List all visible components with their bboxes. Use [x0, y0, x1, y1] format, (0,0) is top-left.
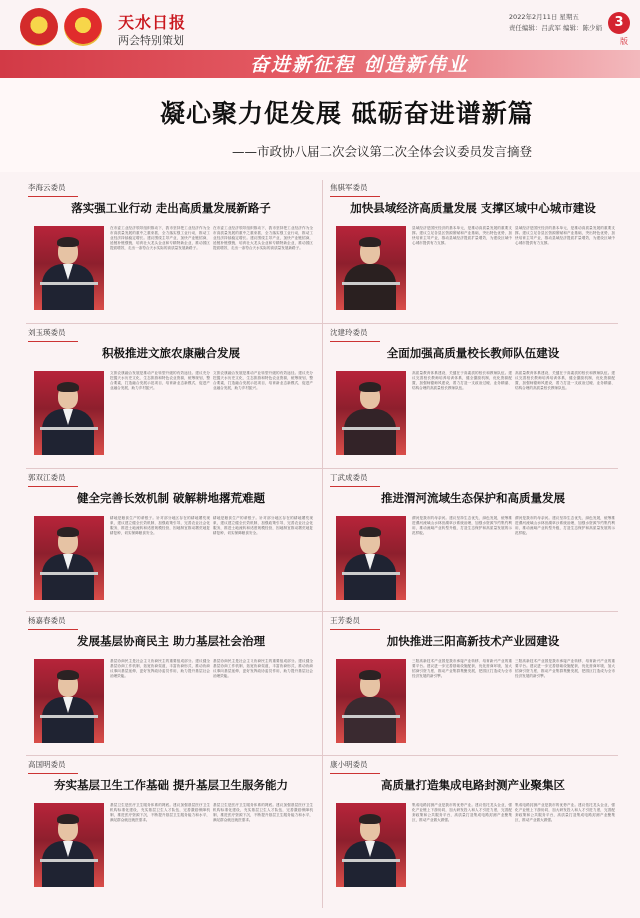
member-photo	[34, 516, 104, 600]
member-photo	[34, 803, 104, 887]
speech-headline: 健全完善长效机制 破解耕地撂荒难题	[76, 491, 265, 505]
member-name: 王芳委员	[330, 615, 380, 630]
speech-headline: 加快县域经济高质量发展 支撑区域中心城市建设	[350, 201, 596, 215]
member-name: 沈建玲委员	[330, 327, 380, 342]
cppcc-emblem-icon	[64, 8, 102, 46]
speech-headline: 积极推进文旅农康融合发展	[102, 346, 240, 360]
speech-card	[26, 325, 316, 465]
speech-headline: 发展基层协商民主 助力基层社会治理	[76, 634, 265, 648]
speech-card	[328, 325, 618, 465]
newspaper-brand: 天水日报	[118, 13, 187, 32]
speech-headline: 加快推进三阳高新技术产业园建设	[386, 634, 560, 648]
member-name: 杨嘉春委员	[28, 615, 78, 630]
speech-body: 县域经济是国民经济的基本单元，是推动高质量发展的重要支撑。建议立足各县区资源禀赋和产业基础，突出特色优势，加快培育主导产业，推动县域经济提质扩量增效，为建设区域中心城市提供有力支撑。 县域经济是国民经济的基本单元，是推动高质量发展的重要支撑。建议立足各县区资源禀赋和产业基础，突出特色优势，加快培育主导产业，推动县域经济提质扩量增效，为建设区域中心城市提供有力支撑。	[412, 226, 615, 246]
speech-body: 高质量教育体系建设，关键在于高素质的校长和教师队伍。建议完善校长教师培养培训体系，健全激励机制，优化资源配置，加强师德师风建设，着力打造一支政治过硬、业务精湛、结构合理的高质量校长教师队伍。 高质量教育体系建设，关键在于高素质的校长和教师队伍。建议完善校长教师培养培训体系，健全激励机制，优化资源配置，加强师德师风建设，着力打造一支政治过硬、业务精湛、结构合理的高质量校长教师队伍。	[412, 371, 615, 391]
slogan: 奋进新征程 创造新伟业	[250, 54, 469, 76]
speech-card	[328, 180, 618, 320]
member-name: 焦骐军委员	[330, 182, 380, 197]
speech-headline: 推进渭河流域生态保护和高质量发展	[381, 491, 565, 505]
page-title: 凝心聚力促发展 砥砺奋进谱新篇	[160, 99, 534, 128]
issue-meta	[509, 12, 602, 34]
speech-grid	[26, 180, 618, 908]
column-divider	[322, 180, 323, 908]
date-line: 2022年2月11日 星期五	[508, 13, 579, 21]
speech-body: 基层卫生是医疗卫生服务体系的网底。建议加强基层医疗卫生机构标准化建设，充实基层卫生人才队伍，完善激励保障机制，推进医疗资源下沉，不断提升基层卫生服务能力和水平，满足群众就近就医需求。 基层卫生是医疗卫生服务体系的网底。建议加强基层医疗卫生机构标准化建设，充实基层卫生人才队伍，完善激励保障机制，推进医疗资源下沉，不断提升基层卫生服务能力和水平，满足群众就近就医需求。	[110, 803, 313, 823]
speech-headline: 高质量打造集成电路封测产业聚集区	[381, 778, 565, 792]
row-divider	[26, 323, 618, 324]
speech-headline: 全面加强高质量校长教师队伍建设	[386, 346, 560, 360]
speech-headline: 夯实基层卫生工作基础 提升基层卫生服务能力	[53, 778, 288, 792]
speech-body: 在市委工业经济领导组织推动下，我市坚持把工业经济作为全市高质量发展的重中之重来抓，全力落实强工业行动，推动工业经济持续稳定增长。建议围绕主导产业，加快产业链招商，延链补链强链，培育壮大龙头企业和专精特新企业，推动园区提质增效，走出一条符合天水实际的高质量发展新路子。 在市委工业经济领导组织推动下，我市坚持把工业经济作为全市高质量发展的重中之重来抓，全力落实强工业行动，推动工业经济持续稳定增长。建议围绕主导产业，加快产业链招商，延链补链强链，培育壮大龙头企业和专精特新企业，推动园区提质增效，走出一条符合天水实际的高质量发展新路子。	[110, 226, 313, 251]
member-photo	[336, 659, 406, 743]
member-photo	[336, 226, 406, 310]
special-edition-label: 两会特别策划	[118, 34, 184, 47]
speech-headline: 落实强工业行动 走出高质量发展新路子	[71, 201, 271, 215]
row-divider	[26, 611, 618, 612]
member-photo	[34, 659, 104, 743]
speech-body: 文旅农康融合发展是推动产业转型升级的有效途径。建议充分挖掘天水历史文化、生态旅游和特色农业资源，统筹规划，整合要素，打造融合发展示范项目，培育新业态新模式，促进产业融合发展，助力乡村振兴。 文旅农康融合发展是推动产业转型升级的有效途径。建议充分挖掘天水历史文化、生态旅游和特色农业资源，统筹规划，整合要素，打造融合发展示范项目，培育新业态新模式，促进产业融合发展，助力乡村振兴。	[110, 371, 313, 391]
member-photo	[34, 371, 104, 455]
speech-body: 耕地是粮食生产的命根子。针对部分地区存在的耕地撂荒现象，建议建立健全长效机制，加强政策引导，完善农业社会化服务，推进土地流转和适度规模经营，因地制宜推动撂荒地复耕复种，切实保障粮食安全。 耕地是粮食生产的命根子。针对部分地区存在的耕地撂荒现象，建议建立健全长效机制，加强政策引导，完善农业社会化服务，推进土地流转和适度规模经营，因地制宜推动撂荒地复耕复种，切实保障粮食安全。	[110, 516, 313, 536]
speech-card	[328, 757, 618, 897]
speech-card	[328, 470, 618, 610]
member-name: 李海云委员	[28, 182, 78, 197]
member-name: 刘玉瑛委员	[28, 327, 78, 342]
row-divider	[26, 468, 618, 469]
page-label: 版	[620, 37, 628, 46]
member-photo	[336, 371, 406, 455]
speech-body: 集成电路封测产业是我市的优势产业。建议依托龙头企业，强化产业链上下游协同，加大研发投入和人才引进力度，完善配套政策和公共服务平台，高质量打造集成电路封测产业聚集区，推动产业做大做强。 集成电路封测产业是我市的优势产业。建议依托龙头企业，强化产业链上下游协同，加大研发投入和人才引进力度，完善配套政策和公共服务平台，高质量打造集成电路封测产业聚集区，推动产业做大做强。	[412, 803, 615, 823]
page-subtitle: ——市政协八届二次会议第二次全体会议委员发言摘登	[232, 144, 533, 159]
editor-line: 责任编辑：吕武军 编辑：陈少娟	[508, 24, 602, 32]
speech-card	[328, 613, 618, 753]
speech-card	[26, 180, 316, 320]
row-divider	[26, 755, 618, 756]
member-photo	[336, 516, 406, 600]
speech-card	[26, 613, 316, 753]
member-photo	[34, 226, 104, 310]
member-name: 康小明委员	[330, 759, 380, 774]
speech-card	[26, 757, 316, 897]
speech-body: 三阳高新技术产业园是我市承接产业转移、培育新兴产业的重要平台。建议进一步完善基础设施配套，优化营商环境，加大招商引资力度，推动产业集群集聚发展，把园区打造成为全市经济发展的新引擎。 三阳高新技术产业园是我市承接产业转移、培育新兴产业的重要平台。建议进一步完善基础设施配套，优化营商环境，加大招商引资力度，推动产业集群集聚发展，把园区打造成为全市经济发展的新引擎。	[412, 659, 615, 679]
speech-card	[26, 470, 316, 610]
member-name: 丁武成委员	[330, 472, 380, 487]
member-photo	[336, 803, 406, 887]
member-name: 高国明委员	[28, 759, 78, 774]
member-name: 郭双江委员	[28, 472, 78, 487]
speech-body: 基层协商民主是社会主义协商民主的重要组成部分。建议健全基层协商工作机制，拓宽协商渠道，丰富协商形式，推动协商议事向基层延伸，更好发挥政协委员作用，助力提升基层社会治理效能。 基层协商民主是社会主义协商民主的重要组成部分。建议健全基层协商工作机制，拓宽协商渠道，丰富协商形式，推动协商议事向基层延伸，更好发挥政协委员作用，助力提升基层社会治理效能。	[110, 659, 313, 679]
national-emblem-icon	[20, 8, 58, 46]
page-number-badge: 3	[608, 12, 630, 34]
speech-body: 渭河是我市的母亲河。建议坚持生态优先、绿色发展，统筹推进渭河流域山水林田湖草沙系统治理，加强水资源节约集约利用，推动流域产业转型升级，打造生态保护和高质量发展的示范样板。 渭河是我市的母亲河。建议坚持生态优先、绿色发展，统筹推进渭河流域山水林田湖草沙系统治理，加强水资源节约集约利用，推动流域产业转型升级，打造生态保护和高质量发展的示范样板。	[412, 516, 615, 536]
